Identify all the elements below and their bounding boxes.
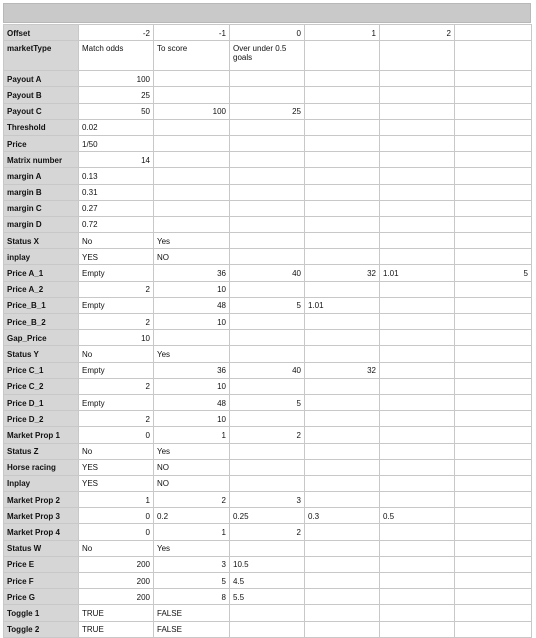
cell[interactable]: [154, 71, 230, 87]
cell[interactable]: [455, 314, 532, 330]
cell[interactable]: [305, 103, 380, 119]
cell[interactable]: [380, 281, 455, 297]
cell[interactable]: 10: [79, 330, 154, 346]
row-header[interactable]: Market Prop 2: [4, 492, 79, 508]
table-row: [4, 200, 532, 216]
cell[interactable]: Yes: [154, 346, 230, 362]
cell[interactable]: 25: [79, 87, 154, 103]
table-row: [4, 297, 532, 313]
cell[interactable]: [230, 168, 305, 184]
cell[interactable]: [305, 41, 380, 71]
cell[interactable]: 100: [154, 103, 230, 119]
cell[interactable]: 32: [305, 362, 380, 378]
cell[interactable]: [305, 233, 380, 249]
table-row: [4, 119, 532, 135]
cell[interactable]: [455, 443, 532, 459]
cell[interactable]: [305, 330, 380, 346]
cell[interactable]: [230, 378, 305, 394]
cell[interactable]: [380, 540, 455, 556]
cell[interactable]: [455, 87, 532, 103]
cell[interactable]: 3: [230, 492, 305, 508]
cell[interactable]: -1: [154, 25, 230, 41]
cell[interactable]: 0: [79, 524, 154, 540]
cell[interactable]: [154, 184, 230, 200]
cell[interactable]: [455, 394, 532, 410]
cell[interactable]: [380, 346, 455, 362]
cell[interactable]: 0.02: [79, 119, 154, 135]
cell[interactable]: [380, 605, 455, 621]
cell[interactable]: FALSE: [154, 605, 230, 621]
cell[interactable]: [455, 475, 532, 491]
row-header[interactable]: Market Prop 4: [4, 524, 79, 540]
row-header[interactable]: Payout A: [4, 71, 79, 87]
cell[interactable]: [455, 233, 532, 249]
cell[interactable]: [230, 216, 305, 232]
cell[interactable]: [305, 216, 380, 232]
table-row: [4, 330, 532, 346]
cell[interactable]: [305, 443, 380, 459]
cell[interactable]: [230, 119, 305, 135]
cell[interactable]: [230, 200, 305, 216]
cell[interactable]: [230, 346, 305, 362]
cell[interactable]: [305, 492, 380, 508]
cell[interactable]: NO: [154, 249, 230, 265]
cell[interactable]: [230, 281, 305, 297]
cell[interactable]: [455, 540, 532, 556]
cell[interactable]: [455, 459, 532, 475]
cell[interactable]: [380, 71, 455, 87]
row-header[interactable]: Price C_1: [4, 362, 79, 378]
cell[interactable]: [380, 459, 455, 475]
row-header[interactable]: marketType: [4, 41, 79, 71]
table-row: [4, 605, 532, 621]
row-header[interactable]: Price F: [4, 573, 79, 589]
cell[interactable]: 0.13: [79, 168, 154, 184]
cell[interactable]: [154, 200, 230, 216]
cell[interactable]: [455, 184, 532, 200]
cell[interactable]: [305, 249, 380, 265]
cell[interactable]: 1/50: [79, 135, 154, 151]
cell[interactable]: Empty: [79, 394, 154, 410]
row-header[interactable]: Payout C: [4, 103, 79, 119]
cell[interactable]: [305, 556, 380, 572]
cell[interactable]: [305, 427, 380, 443]
cell[interactable]: 50: [79, 103, 154, 119]
cell[interactable]: YES: [79, 475, 154, 491]
cell[interactable]: 5.5: [230, 589, 305, 605]
row-header[interactable]: Market Prop 1: [4, 427, 79, 443]
cell[interactable]: [305, 540, 380, 556]
cell[interactable]: 10.5: [230, 556, 305, 572]
cell[interactable]: 0.2: [154, 508, 230, 524]
row-header[interactable]: Toggle 2: [4, 621, 79, 637]
table-row: [4, 346, 532, 362]
cell[interactable]: 48: [154, 297, 230, 313]
cell[interactable]: No: [79, 443, 154, 459]
cell[interactable]: [455, 330, 532, 346]
cell[interactable]: [230, 135, 305, 151]
table-row: [4, 556, 532, 572]
row-header[interactable]: Status Z: [4, 443, 79, 459]
cell[interactable]: [305, 394, 380, 410]
data-table: [3, 24, 532, 638]
cell[interactable]: 0: [79, 508, 154, 524]
cell[interactable]: 5: [455, 265, 532, 281]
cell[interactable]: [305, 475, 380, 491]
cell[interactable]: [380, 314, 455, 330]
cell[interactable]: 2: [79, 281, 154, 297]
table-row: [4, 87, 532, 103]
cell[interactable]: [455, 621, 532, 637]
cell[interactable]: 1: [305, 25, 380, 41]
cell[interactable]: [305, 378, 380, 394]
cell[interactable]: No: [79, 346, 154, 362]
cell[interactable]: [305, 411, 380, 427]
cell[interactable]: [455, 25, 532, 41]
row-header[interactable]: Price G: [4, 589, 79, 605]
cell[interactable]: [154, 152, 230, 168]
cell[interactable]: [380, 443, 455, 459]
row-header[interactable]: Status Y: [4, 346, 79, 362]
cell[interactable]: Match odds: [79, 41, 154, 71]
row-header[interactable]: Price C_2: [4, 378, 79, 394]
table-row: [4, 621, 532, 637]
cell[interactable]: Yes: [154, 233, 230, 249]
cell[interactable]: 100: [79, 71, 154, 87]
cell[interactable]: YES: [79, 459, 154, 475]
cell[interactable]: [380, 297, 455, 313]
cell[interactable]: 1.01: [305, 297, 380, 313]
table-row: [4, 459, 532, 475]
table-row: [4, 589, 532, 605]
cell[interactable]: 200: [79, 589, 154, 605]
cell[interactable]: [380, 216, 455, 232]
cell[interactable]: 25: [230, 103, 305, 119]
cell[interactable]: [380, 492, 455, 508]
cell[interactable]: Empty: [79, 362, 154, 378]
cell[interactable]: 5: [230, 297, 305, 313]
cell[interactable]: [305, 589, 380, 605]
table-row: [4, 508, 532, 524]
cell[interactable]: [305, 135, 380, 151]
cell[interactable]: [380, 621, 455, 637]
cell[interactable]: 5: [154, 573, 230, 589]
cell[interactable]: [455, 378, 532, 394]
cell[interactable]: [380, 41, 455, 71]
cell[interactable]: [230, 605, 305, 621]
cell[interactable]: [380, 427, 455, 443]
cell[interactable]: 2: [230, 427, 305, 443]
cell[interactable]: 40: [230, 265, 305, 281]
row-header[interactable]: Price: [4, 135, 79, 151]
table-row: [4, 443, 532, 459]
cell[interactable]: [455, 41, 532, 71]
table-row: [4, 540, 532, 556]
cell[interactable]: [455, 427, 532, 443]
cell[interactable]: [455, 605, 532, 621]
cell[interactable]: [305, 459, 380, 475]
cell[interactable]: [154, 168, 230, 184]
cell[interactable]: [230, 314, 305, 330]
cell[interactable]: 1: [154, 427, 230, 443]
cell[interactable]: 32: [305, 265, 380, 281]
cell[interactable]: [230, 443, 305, 459]
cell[interactable]: [305, 119, 380, 135]
table-row: [4, 71, 532, 87]
cell[interactable]: 2: [230, 524, 305, 540]
cell[interactable]: [380, 168, 455, 184]
row-header[interactable]: Price D_1: [4, 394, 79, 410]
cell[interactable]: [380, 135, 455, 151]
cell[interactable]: [455, 524, 532, 540]
cell[interactable]: [380, 573, 455, 589]
cell[interactable]: 3: [154, 556, 230, 572]
cell[interactable]: [455, 103, 532, 119]
cell[interactable]: [305, 168, 380, 184]
cell[interactable]: [305, 281, 380, 297]
cell[interactable]: [380, 119, 455, 135]
table-row: [4, 249, 532, 265]
cell[interactable]: [380, 475, 455, 491]
cell[interactable]: [380, 378, 455, 394]
cell[interactable]: 0.5: [380, 508, 455, 524]
cell[interactable]: Yes: [154, 540, 230, 556]
cell[interactable]: [230, 71, 305, 87]
table-row: [4, 25, 532, 41]
cell[interactable]: [380, 152, 455, 168]
table-row: [4, 265, 532, 281]
cell[interactable]: [230, 411, 305, 427]
cell[interactable]: [230, 475, 305, 491]
cell[interactable]: 0.25: [230, 508, 305, 524]
table-row: [4, 492, 532, 508]
cell[interactable]: [305, 346, 380, 362]
row-header[interactable]: Gap_Price: [4, 330, 79, 346]
cell[interactable]: Over under 0.5 goals: [230, 41, 305, 71]
row-header[interactable]: Price A_2: [4, 281, 79, 297]
table-row: [4, 135, 532, 151]
cell[interactable]: TRUE: [79, 605, 154, 621]
cell[interactable]: [380, 394, 455, 410]
cell[interactable]: [455, 362, 532, 378]
row-header[interactable]: Matrix number: [4, 152, 79, 168]
row-header[interactable]: inplay: [4, 249, 79, 265]
cell[interactable]: [230, 184, 305, 200]
row-header[interactable]: margin A: [4, 168, 79, 184]
cell[interactable]: [154, 330, 230, 346]
row-header[interactable]: Payout B: [4, 87, 79, 103]
cell[interactable]: 36: [154, 265, 230, 281]
cell[interactable]: [305, 184, 380, 200]
cell[interactable]: [230, 152, 305, 168]
table-row: [4, 314, 532, 330]
cell[interactable]: [380, 249, 455, 265]
cell[interactable]: [380, 524, 455, 540]
table-row: [4, 394, 532, 410]
cell[interactable]: 0.72: [79, 216, 154, 232]
row-header[interactable]: Threshold: [4, 119, 79, 135]
cell[interactable]: [380, 103, 455, 119]
cell[interactable]: 48: [154, 394, 230, 410]
table-row: [4, 524, 532, 540]
cell[interactable]: 10: [154, 281, 230, 297]
table-row: [4, 573, 532, 589]
cell[interactable]: [305, 314, 380, 330]
table-row: [4, 281, 532, 297]
cell[interactable]: [305, 605, 380, 621]
cell[interactable]: [455, 168, 532, 184]
cell[interactable]: 10: [154, 378, 230, 394]
cell[interactable]: 2: [79, 378, 154, 394]
cell[interactable]: [230, 233, 305, 249]
cell[interactable]: [380, 233, 455, 249]
cell[interactable]: 200: [79, 573, 154, 589]
cell[interactable]: 0.3: [305, 508, 380, 524]
cell[interactable]: 14: [79, 152, 154, 168]
row-header[interactable]: Price D_2: [4, 411, 79, 427]
cell[interactable]: FALSE: [154, 621, 230, 637]
cell[interactable]: 36: [154, 362, 230, 378]
cell[interactable]: [455, 508, 532, 524]
table-row: [4, 216, 532, 232]
cell[interactable]: 40: [230, 362, 305, 378]
cell[interactable]: 10: [154, 314, 230, 330]
cell[interactable]: 1: [154, 524, 230, 540]
row-header[interactable]: Status X: [4, 233, 79, 249]
row-header[interactable]: margin D: [4, 216, 79, 232]
row-header[interactable]: margin B: [4, 184, 79, 200]
cell[interactable]: 4.5: [230, 573, 305, 589]
cell[interactable]: 2: [79, 411, 154, 427]
cell[interactable]: [305, 621, 380, 637]
cell[interactable]: 200: [79, 556, 154, 572]
table-row: [4, 41, 532, 71]
cell[interactable]: To score: [154, 41, 230, 71]
cell[interactable]: No: [79, 233, 154, 249]
cell[interactable]: [230, 621, 305, 637]
cell[interactable]: [305, 152, 380, 168]
cell[interactable]: [455, 281, 532, 297]
cell[interactable]: 0: [79, 427, 154, 443]
table-row: [4, 233, 532, 249]
table-row: [4, 411, 532, 427]
cell[interactable]: [380, 330, 455, 346]
cell[interactable]: [305, 200, 380, 216]
cell[interactable]: [154, 119, 230, 135]
cell[interactable]: [455, 119, 532, 135]
cell[interactable]: [305, 524, 380, 540]
cell[interactable]: 2: [79, 314, 154, 330]
cell[interactable]: 0: [230, 25, 305, 41]
cell[interactable]: [455, 249, 532, 265]
cell[interactable]: [380, 200, 455, 216]
cell[interactable]: Empty: [79, 265, 154, 281]
row-header[interactable]: Price_B_2: [4, 314, 79, 330]
cell[interactable]: [380, 87, 455, 103]
cell[interactable]: [380, 184, 455, 200]
cell[interactable]: 5: [230, 394, 305, 410]
cell[interactable]: [455, 152, 532, 168]
cell[interactable]: [154, 216, 230, 232]
table-row: [4, 152, 532, 168]
cell[interactable]: [380, 556, 455, 572]
cell[interactable]: [230, 459, 305, 475]
cell[interactable]: [154, 87, 230, 103]
cell[interactable]: No: [79, 540, 154, 556]
cell[interactable]: YES: [79, 249, 154, 265]
cell[interactable]: 10: [154, 411, 230, 427]
cell[interactable]: 2: [380, 25, 455, 41]
cell[interactable]: NO: [154, 475, 230, 491]
cell[interactable]: [230, 87, 305, 103]
cell[interactable]: 2: [154, 492, 230, 508]
cell[interactable]: 8: [154, 589, 230, 605]
cell[interactable]: [305, 87, 380, 103]
cell[interactable]: [230, 540, 305, 556]
table-row: [4, 184, 532, 200]
table-row: [4, 378, 532, 394]
cell[interactable]: [455, 556, 532, 572]
cell[interactable]: [455, 135, 532, 151]
cell[interactable]: [455, 573, 532, 589]
cell[interactable]: [455, 71, 532, 87]
cell[interactable]: [305, 573, 380, 589]
cell[interactable]: [455, 297, 532, 313]
cell[interactable]: [230, 249, 305, 265]
row-header[interactable]: Market Prop 3: [4, 508, 79, 524]
cell[interactable]: NO: [154, 459, 230, 475]
cell[interactable]: [154, 135, 230, 151]
table-row: [4, 475, 532, 491]
table-body: [4, 25, 532, 638]
table-row: [4, 427, 532, 443]
table-row: [4, 103, 532, 119]
table-row: [4, 362, 532, 378]
cell[interactable]: [380, 362, 455, 378]
row-header[interactable]: Horse racing: [4, 459, 79, 475]
cell[interactable]: [380, 589, 455, 605]
cell[interactable]: [380, 411, 455, 427]
row-header[interactable]: margin C: [4, 200, 79, 216]
cell[interactable]: TRUE: [79, 621, 154, 637]
row-header[interactable]: Toggle 1: [4, 605, 79, 621]
row-header[interactable]: Offset: [4, 25, 79, 41]
cell[interactable]: 0.31: [79, 184, 154, 200]
column-header-bar: [3, 3, 531, 23]
cell[interactable]: -2: [79, 25, 154, 41]
cell[interactable]: 1: [79, 492, 154, 508]
cell[interactable]: [230, 330, 305, 346]
cell[interactable]: 0.27: [79, 200, 154, 216]
row-header[interactable]: Status W: [4, 540, 79, 556]
row-header[interactable]: Price_B_1: [4, 297, 79, 313]
cell[interactable]: [455, 200, 532, 216]
row-header[interactable]: Price E: [4, 556, 79, 572]
cell[interactable]: [455, 411, 532, 427]
row-header[interactable]: Price A_1: [4, 265, 79, 281]
cell[interactable]: [455, 492, 532, 508]
cell[interactable]: [455, 346, 532, 362]
row-header[interactable]: Inplay: [4, 475, 79, 491]
cell[interactable]: Yes: [154, 443, 230, 459]
cell[interactable]: 1.01: [380, 265, 455, 281]
cell[interactable]: [455, 216, 532, 232]
cell[interactable]: Empty: [79, 297, 154, 313]
cell[interactable]: [455, 589, 532, 605]
table-row: [4, 168, 532, 184]
cell[interactable]: [305, 71, 380, 87]
